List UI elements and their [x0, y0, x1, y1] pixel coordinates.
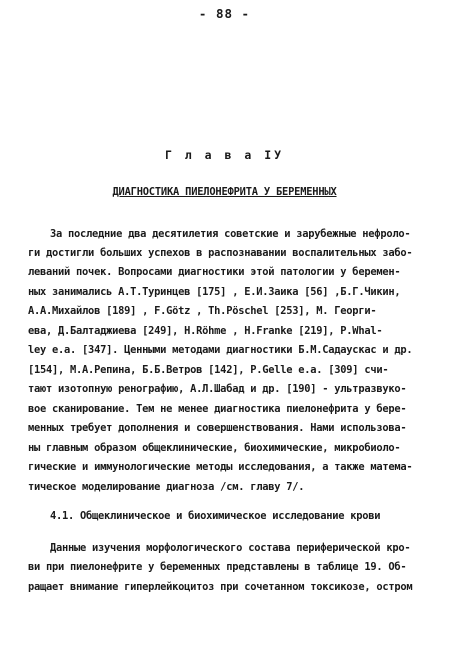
text-line: тают изотопную ренографию, А.Л.Шабад и др. [190] - ультразвуко- — [28, 383, 407, 395]
text-line: ны главным образом общеклинические, биохимические, микробиоло- — [28, 442, 401, 454]
text-line: ных занимались А.Т.Туринцев [175] , Е.И.Заика [56] ,Б.Г.Чикин, — [28, 286, 401, 298]
text-line: гические и иммунологические методы исследования, а также матема- — [28, 461, 413, 473]
text-line: За последние два десятилетия советские и зарубежные нефроло- — [50, 228, 411, 240]
text-line: ева, Д.Балтаджиева [249], H.Röhme , H.Franke [219], P.Whal- — [28, 325, 383, 337]
chapter-title: Г л а в а IУ — [164, 148, 285, 162]
text-line: ви при пиелонефрите у беременных представлены в таблице 19. Об- — [28, 561, 407, 573]
text-line: ги достигли больших успехов в распознавании воспалительных забо- — [28, 247, 413, 259]
page-number: - 88 - — [198, 6, 251, 21]
text-line: вое сканирование. Тем не менее диагностика пиелонефрита у бере- — [28, 403, 407, 415]
text-line: А.А.Михайлов [189] , F.Götz , Th.Pöschel [253], М. Георги- — [28, 305, 377, 317]
section-title: ДИАГНОСТИКА ПИЕЛОНЕФРИТА У БЕРЕМЕННЫХ — [112, 186, 337, 198]
text-line: [154], М.А.Репина, Б.Б.Ветров [142], P.Gelle e.a. [309] счи- — [28, 364, 389, 376]
text-line: ращает внимание гиперлейкоцитоз при сочетанном токсикозе, остром — [28, 581, 413, 593]
text-line: тическое моделирование диагноза /см. главу 7/. — [28, 481, 305, 493]
subsection-title: 4.1. Общеклиническое и биохимическое исследование крови — [50, 510, 381, 522]
text-line: Данные изучения морфологического состава периферической кро- — [50, 542, 411, 554]
text-line: менных требует дополнения и совершенствования. Нами использова- — [28, 422, 407, 434]
text-line: ley e.a. [347]. Ценными методами диагностики Б.М.Садаускас и др. — [28, 344, 413, 356]
text-line: леваний почек. Вопросами диагностики этой патологии у беремен- — [28, 266, 401, 278]
